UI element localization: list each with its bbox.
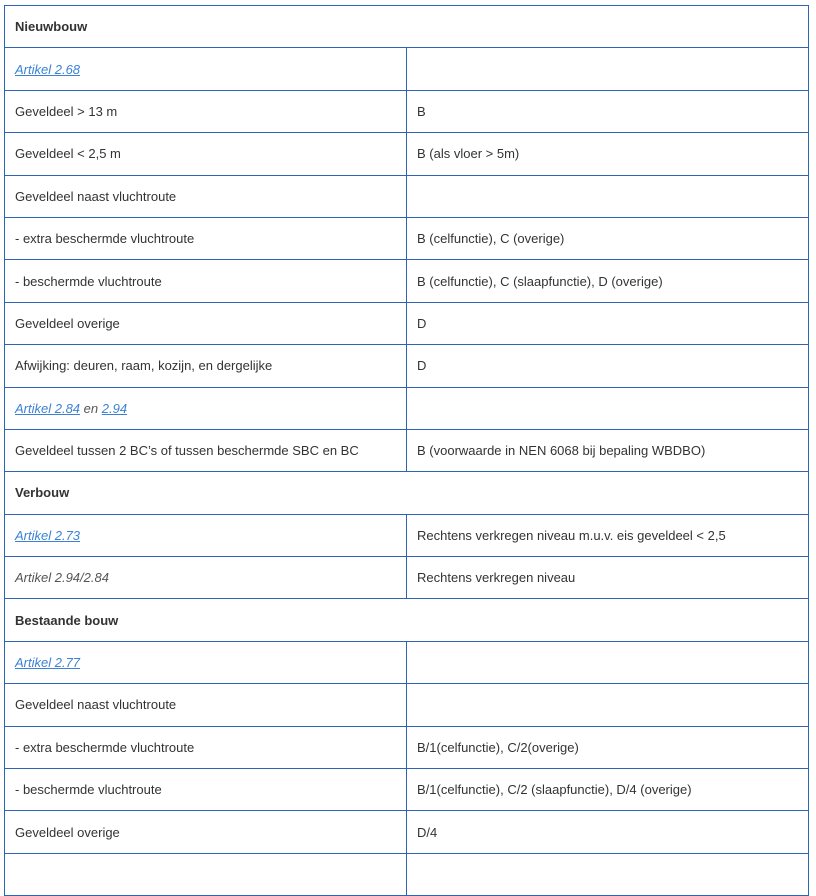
table-cell <box>407 853 809 895</box>
table-cell <box>407 641 809 683</box>
table-cell <box>407 387 809 429</box>
row-value: B (celfunctie), C (overige) <box>407 217 809 259</box>
table-row <box>5 853 809 895</box>
row-label: Geveldeel > 13 m <box>5 90 407 132</box>
row-label: Afwijking: deuren, raam, kozijn, en dergelijke <box>5 345 407 387</box>
row-value <box>407 684 809 726</box>
table-cell <box>5 387 407 429</box>
row-value: B/1(celfunctie), C/2 (slaapfunctie), D/4 (overige) <box>407 769 809 811</box>
table-cell <box>5 48 407 90</box>
row-label: - extra beschermde vluchtroute <box>5 217 407 259</box>
section-heading: Bestaande bouw <box>5 599 809 641</box>
row-value: B/1(celfunctie), C/2(overige) <box>407 726 809 768</box>
table-row <box>5 684 809 726</box>
row-value: D/4 <box>407 811 809 853</box>
table-row <box>5 90 809 132</box>
row-value: B <box>407 90 809 132</box>
table-row <box>5 175 809 217</box>
row-value: D <box>407 345 809 387</box>
row-value: D <box>407 302 809 344</box>
row-label: Geveldeel naast vluchtroute <box>5 175 407 217</box>
fire-class-table <box>4 5 809 896</box>
row-label: Artikel 2.94/2.84 <box>5 557 407 599</box>
row-label: Geveldeel tussen 2 BC’s of tussen beschermde SBC en BC <box>5 429 407 471</box>
artikel-2-77-link[interactable]: Artikel 2.77 <box>15 655 81 671</box>
table-row <box>5 217 809 259</box>
row-label: - beschermde vluchtroute <box>5 769 407 811</box>
row-value: Rechtens verkregen niveau m.u.v. eis geveldeel < 2,5 <box>407 514 809 556</box>
artikel-2-84-link[interactable]: Artikel 2.84 <box>15 400 81 416</box>
row-value: Rechtens verkregen niveau <box>407 557 809 599</box>
row-value <box>407 175 809 217</box>
link-conjunction: en <box>83 400 99 416</box>
section-heading: Nieuwbouw <box>5 6 809 48</box>
table-row <box>5 726 809 768</box>
artikel-2-73-link[interactable]: Artikel 2.73 <box>15 527 81 543</box>
table-cell <box>5 641 407 683</box>
row-value: B (voorwaarde in NEN 6068 bij bepaling WBDBO) <box>407 429 809 471</box>
table-row <box>5 48 809 90</box>
table-row <box>5 811 809 853</box>
row-label: - beschermde vluchtroute <box>5 260 407 302</box>
row-label: - extra beschermde vluchtroute <box>5 726 407 768</box>
row-label: Geveldeel overige <box>5 302 407 344</box>
section-row-nieuwbouw <box>5 6 809 48</box>
section-row-bestaande-bouw <box>5 599 809 641</box>
table-row <box>5 133 809 175</box>
row-value: B (als vloer > 5m) <box>407 133 809 175</box>
table-cell <box>5 514 407 556</box>
table-row <box>5 260 809 302</box>
table-row <box>5 345 809 387</box>
table-row <box>5 429 809 471</box>
table-row <box>5 769 809 811</box>
table-cell <box>5 853 407 895</box>
table-row <box>5 641 809 683</box>
table-row <box>5 302 809 344</box>
artikel-2-68-link[interactable]: Artikel 2.68 <box>15 61 81 77</box>
table-row <box>5 387 809 429</box>
row-label: Geveldeel naast vluchtroute <box>5 684 407 726</box>
table-row <box>5 557 809 599</box>
section-heading: Verbouw <box>5 472 809 514</box>
table-row <box>5 514 809 556</box>
row-value: B (celfunctie), C (slaapfunctie), D (overige) <box>407 260 809 302</box>
row-label: Geveldeel < 2,5 m <box>5 133 407 175</box>
artikel-2-94-link[interactable]: 2.94 <box>101 400 128 416</box>
section-row-verbouw <box>5 472 809 514</box>
table-cell <box>407 48 809 90</box>
row-label: Geveldeel overige <box>5 811 407 853</box>
